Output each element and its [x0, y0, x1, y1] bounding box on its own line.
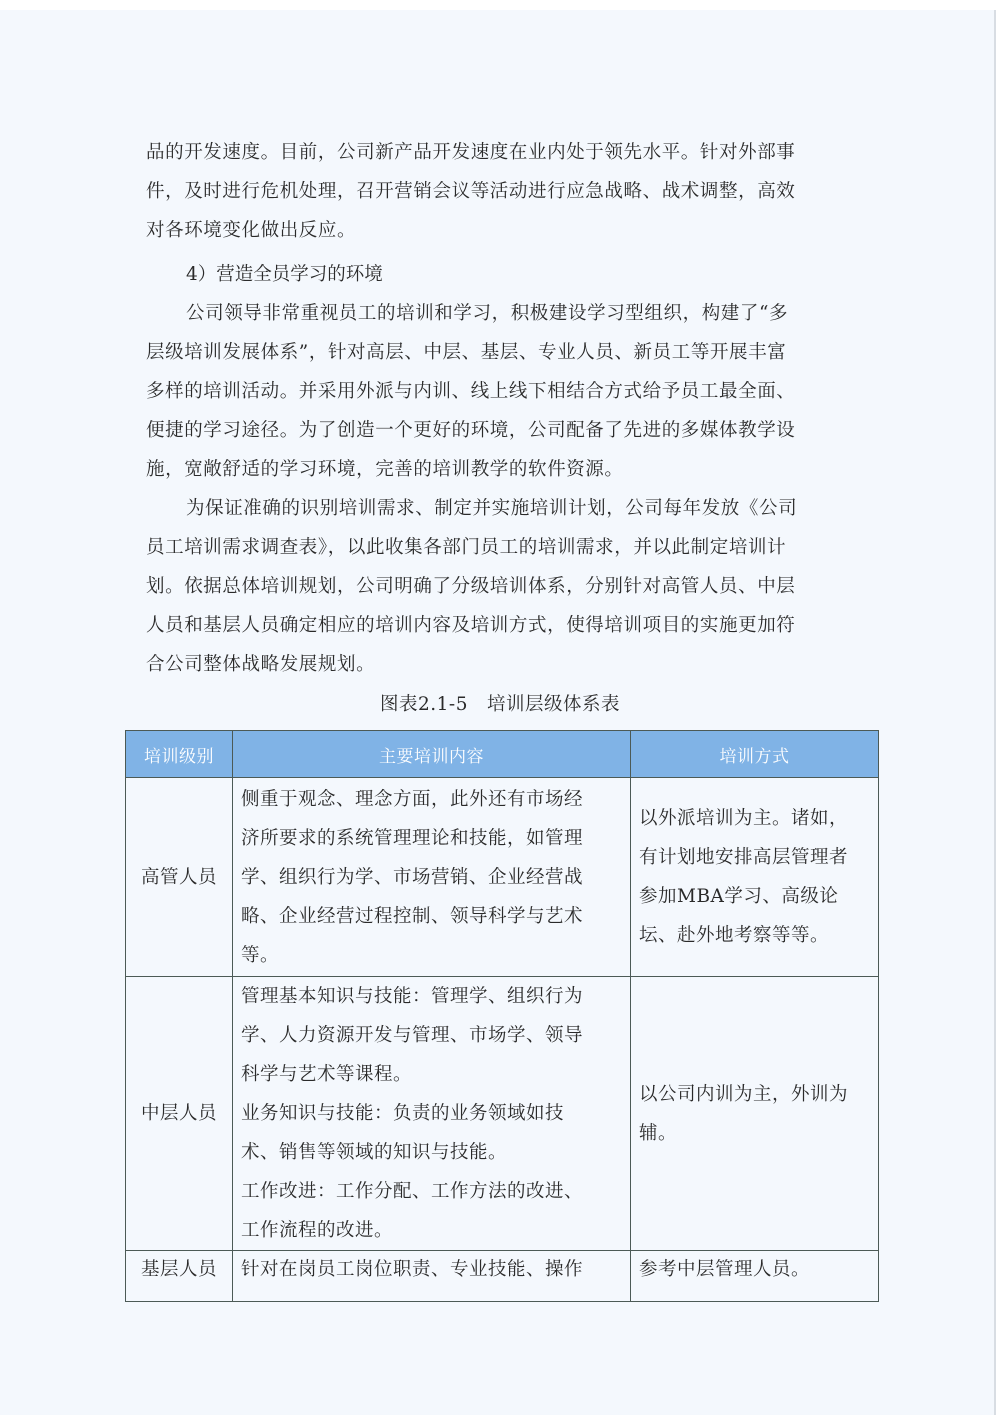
cell-line: 管理基本知识与技能：管理学、组织行为: [241, 986, 584, 1007]
cell-line: 济所要求的系统管理理论和技能，如管理: [241, 827, 584, 849]
table-header-row: [126, 731, 879, 778]
column-header-level: 培训级别: [126, 731, 233, 778]
method-cell: [631, 977, 879, 1251]
cell-line: 参考中层管理人员。: [639, 1259, 811, 1280]
content-cell: [233, 1251, 631, 1302]
cell-line: 略、企业经营过程控制、领导科学与艺术: [241, 905, 584, 927]
level-cell: 高管人员: [126, 778, 233, 977]
cell-line: 工作改进：工作分配、工作方法的改进、: [241, 1181, 584, 1202]
content-cell: [233, 778, 631, 977]
table-row: [126, 977, 879, 1251]
level-cell: 基层人员: [126, 1251, 233, 1302]
table-caption: 图表2.1-5 培训层级体系表: [380, 694, 620, 715]
text-line: 对各环境变化做出反应。: [146, 220, 357, 241]
cell-line: 针对在岗员工岗位职责、专业技能、操作: [241, 1259, 584, 1280]
method-cell: [631, 778, 879, 977]
column-header-method: 培训方式: [631, 731, 879, 778]
paragraph-product-speed: [146, 133, 846, 250]
cell-line: 学、组织行为学、市场营销、企业经营战: [241, 866, 584, 888]
level-cell: 中层人员: [126, 977, 233, 1251]
cell-line: 术、销售等领域的知识与技能。: [241, 1142, 508, 1163]
table-row: [126, 1251, 879, 1302]
text-line: 多样的培训活动。并采用外派与内训、线上线下相结合方式给予员工最全面、: [146, 381, 796, 402]
text-line: 施，宽敞舒适的学习环境，完善的培训教学的软件资源。: [146, 459, 624, 480]
cell-line: 参加MBA学习、高级论: [639, 886, 839, 907]
cell-line: 辅。: [639, 1122, 678, 1144]
cell-line: 坛、赴外地考察等等。: [639, 925, 830, 946]
text-line: 划。依据总体培训规划，公司明确了分级培训体系，分别针对高管人员、中层: [146, 576, 796, 597]
cell-line: 有计划地安排高层管理者: [639, 847, 849, 868]
content-cell: [233, 977, 631, 1251]
text-line: 合公司整体战略发展规划。: [146, 654, 376, 675]
text-line: 员工培训需求调查表》，以此收集各部门员工的培训需求，并以此制定培训计: [146, 537, 787, 558]
cell-line: 等。: [241, 944, 280, 966]
cell-line: 科学与艺术等课程。: [241, 1064, 413, 1085]
text-line: 人员和基层人员确定相应的培训内容及培训方式，使得培训项目的实施更加符: [146, 615, 796, 636]
section-heading: 4）营造全员学习的环境: [186, 264, 383, 285]
method-cell: [631, 1251, 879, 1302]
text-line: 公司领导非常重视员工的培训和学习，积极建设学习型组织，构建了“多: [186, 303, 789, 324]
cell-line: 工作流程的改进。: [241, 1220, 394, 1241]
table-row: [126, 778, 879, 977]
cell-line: 侧重于观念、理念方面，此外还有市场经: [241, 788, 584, 810]
cell-line: 以外派培训为主。诸如，: [639, 808, 849, 829]
document-page: [0, 10, 996, 1415]
column-header-content: 主要培训内容: [233, 731, 631, 778]
cell-line: 业务知识与技能：负责的业务领域如技: [241, 1103, 565, 1124]
text-line: 件，及时进行危机处理，召开营销会议等活动进行应急战略、战术调整，高效: [146, 181, 796, 202]
text-line: 便捷的学习途径。为了创造一个更好的环境，公司配备了先进的多媒体教学设: [146, 420, 796, 441]
cell-line: 以公司内训为主，外训为: [639, 1083, 849, 1105]
paragraph-learning-environment: [146, 294, 846, 489]
text-line: 品的开发速度。目前，公司新产品开发速度在业内处于领先水平。针对外部事: [146, 142, 796, 163]
cell-line: 学、人力资源开发与管理、市场学、领导: [241, 1025, 584, 1046]
paragraph-training-needs: [146, 489, 846, 684]
training-level-table: [125, 730, 879, 1302]
text-line: 层级培训发展体系”，针对高层、中层、基层、专业人员、新员工等开展丰富: [146, 342, 787, 363]
text-line: 为保证准确的识别培训需求、制定并实施培训计划，公司每年发放《公司: [186, 498, 798, 519]
